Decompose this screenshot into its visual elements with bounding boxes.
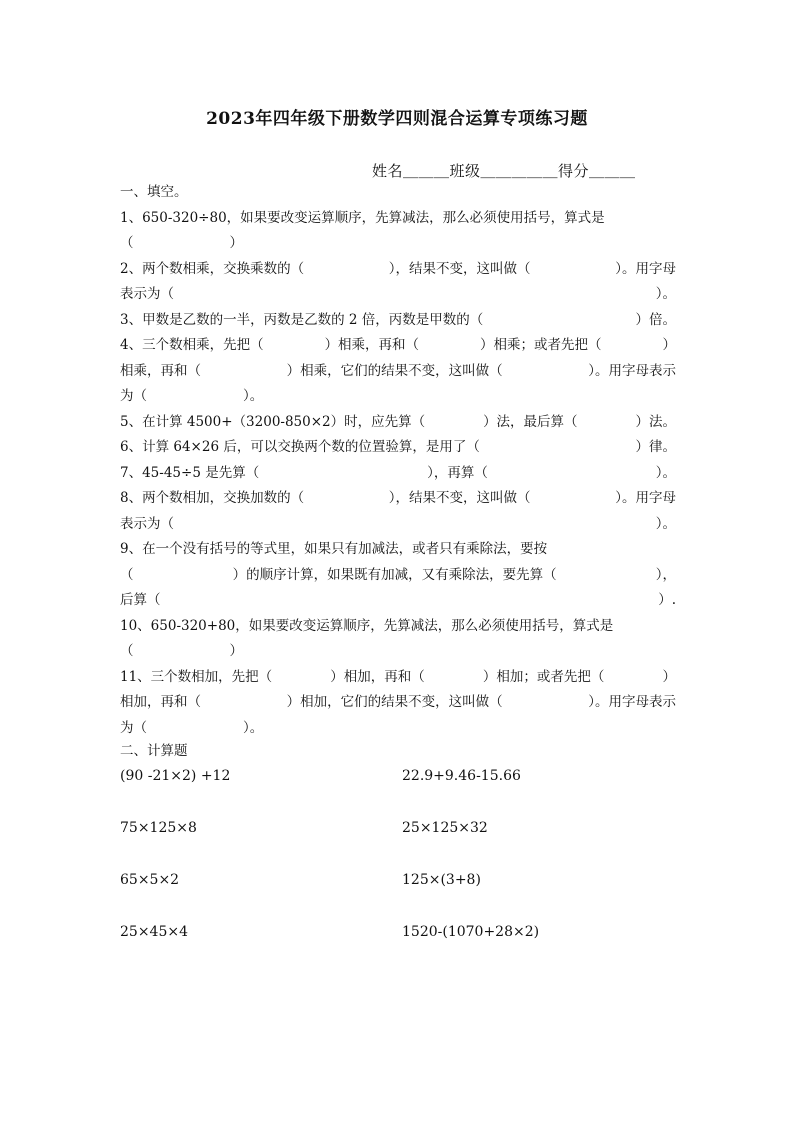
question-text: （ (120, 566, 134, 583)
question-text: ）倍。 (635, 311, 676, 328)
question-text: 相乘，再和（ (120, 362, 201, 379)
section-heading (120, 180, 676, 206)
question-line (120, 333, 676, 359)
question-text: ）， (655, 566, 676, 583)
question-text: 相加，再和（ (120, 694, 201, 710)
question-line (120, 308, 676, 334)
fill-in-section (120, 180, 676, 741)
question-line (120, 563, 676, 589)
question-text: ）律。 (635, 439, 676, 455)
question-line (120, 282, 676, 308)
calc-row (120, 768, 680, 820)
question-line (120, 461, 676, 487)
question-line (120, 512, 676, 538)
section-heading (120, 739, 676, 765)
question-text: ），再算（ (427, 464, 488, 481)
question-line (120, 435, 676, 461)
question-line (120, 231, 676, 257)
question-text: 后算（ (120, 592, 161, 608)
answer-blank[interactable] (147, 716, 243, 742)
question-text: ） (229, 643, 243, 659)
question-text: ）相加，再和（ (330, 668, 425, 685)
question-text: 为（ (120, 388, 147, 404)
question-line (120, 588, 676, 614)
page-title: 2023年四年级下册数学四则混合运算专项练习题 (206, 109, 588, 129)
question-text: 6、计算 64×26 后，可以交换两个数的位置验算，是用了（ (120, 439, 480, 455)
calc-expression: 25×45×4 (120, 924, 188, 940)
question-text: ）相乘；或者先把（ (480, 337, 602, 353)
question-text: 9、在一个没有括号的等式里，如果只有加减法，或者只有乘除法，要按 (120, 541, 548, 557)
question-text: 表示为（ (120, 515, 174, 532)
calc-expression: 25×125×32 (402, 820, 488, 836)
section1-heading: 一、填空。 (120, 184, 188, 200)
question-text: ）的顺序计算，如果既有加减，又有乘除法，要先算（ (232, 566, 557, 583)
question-text: 10、650-320+80，如果要改变运算顺序，先算减法，那么必须使用括号，算式是 (120, 617, 614, 634)
question-text: 11、三个数相加，先把（ (120, 668, 273, 685)
student-info-line: 姓名＿＿＿班级＿＿＿＿＿得分＿＿＿ (372, 162, 636, 180)
calc-row (120, 872, 680, 924)
question-line (120, 410, 676, 436)
question-text: ）法。 (635, 413, 676, 430)
calc-expression: 75×125×8 (120, 820, 197, 836)
question-line (120, 665, 676, 691)
question-text: ）。用字母 (615, 260, 676, 277)
calc-expression: 125×(3+8) (402, 872, 481, 888)
question-text: ）相乘，再和（ (324, 337, 420, 353)
section2-heading: 二、计算题 (120, 743, 188, 759)
calc-expression: 22.9+9.46-15.66 (402, 768, 521, 784)
question-text: 为（ (120, 719, 147, 736)
question-text: 8、两个数相加，交换加数的（ (120, 490, 305, 506)
question-text: 4、三个数相乘，先把（ (120, 337, 264, 353)
answer-blank[interactable] (134, 639, 230, 665)
question-text: ），结果不变，这叫做（ (388, 490, 531, 506)
question-text: 1、650-320÷80，如果要改变运算顺序，先算减法，那么必须使用括号，算式是 (120, 209, 605, 226)
question-line (120, 639, 676, 665)
question-text: ） (229, 235, 243, 251)
question-text: ）相乘，它们的结果不变，这叫做（ (286, 362, 503, 379)
question-text: ） (662, 668, 676, 685)
calc-heading-wrap (120, 739, 676, 765)
question-line (120, 690, 676, 716)
question-line (120, 614, 676, 640)
calc-row (120, 924, 680, 976)
answer-blank[interactable] (147, 384, 243, 410)
question-text: ）。用字母表示 (588, 362, 676, 379)
calc-expression: 65×5×2 (120, 872, 180, 888)
question-text: ），结果不变，这叫做（ (388, 260, 531, 277)
calc-row (120, 820, 680, 872)
question-text: ）。 (655, 464, 676, 481)
question-line (120, 257, 676, 283)
fill-in-lines (120, 206, 676, 742)
question-text: ）。 (655, 286, 676, 302)
question-text: ）。用字母 (615, 490, 676, 506)
question-text: 2、两个数相乘，交换乘数的（ (120, 260, 305, 277)
question-text: ）。 (243, 719, 264, 736)
question-line (120, 206, 676, 232)
question-line (120, 537, 676, 563)
calc-expression: (90 -21×2) +12 (120, 768, 231, 784)
question-text: ）相加；或者先把（ (482, 668, 605, 685)
question-line (120, 716, 676, 742)
question-text: ）。 (655, 515, 676, 532)
question-text: 3、甲数是乙数的一半，丙数是乙数的 2 倍，丙数是甲数的（ (120, 311, 484, 328)
question-text: ）. (658, 592, 676, 608)
question-text: （ (120, 643, 134, 659)
question-text: 7、45-45÷5 是先算（ (120, 464, 260, 481)
question-text: 表示为（ (120, 286, 174, 302)
answer-blank[interactable] (134, 231, 230, 257)
question-text: ）。 (243, 388, 264, 404)
question-text: 5、在计算 4500+（3200-850×2）时，应先算（ (120, 413, 426, 430)
question-text: ）。用字母表示 (588, 694, 676, 710)
calc-expression: 1520-(1070+28×2) (402, 924, 540, 940)
question-line (120, 384, 676, 410)
question-text: ） (662, 337, 676, 353)
calculation-section (120, 768, 680, 976)
question-line (120, 486, 676, 512)
question-line (120, 359, 676, 385)
question-text: （ (120, 235, 134, 251)
question-text: ）相加，它们的结果不变，这叫做（ (286, 694, 503, 710)
question-text: ）法，最后算（ (483, 413, 578, 430)
